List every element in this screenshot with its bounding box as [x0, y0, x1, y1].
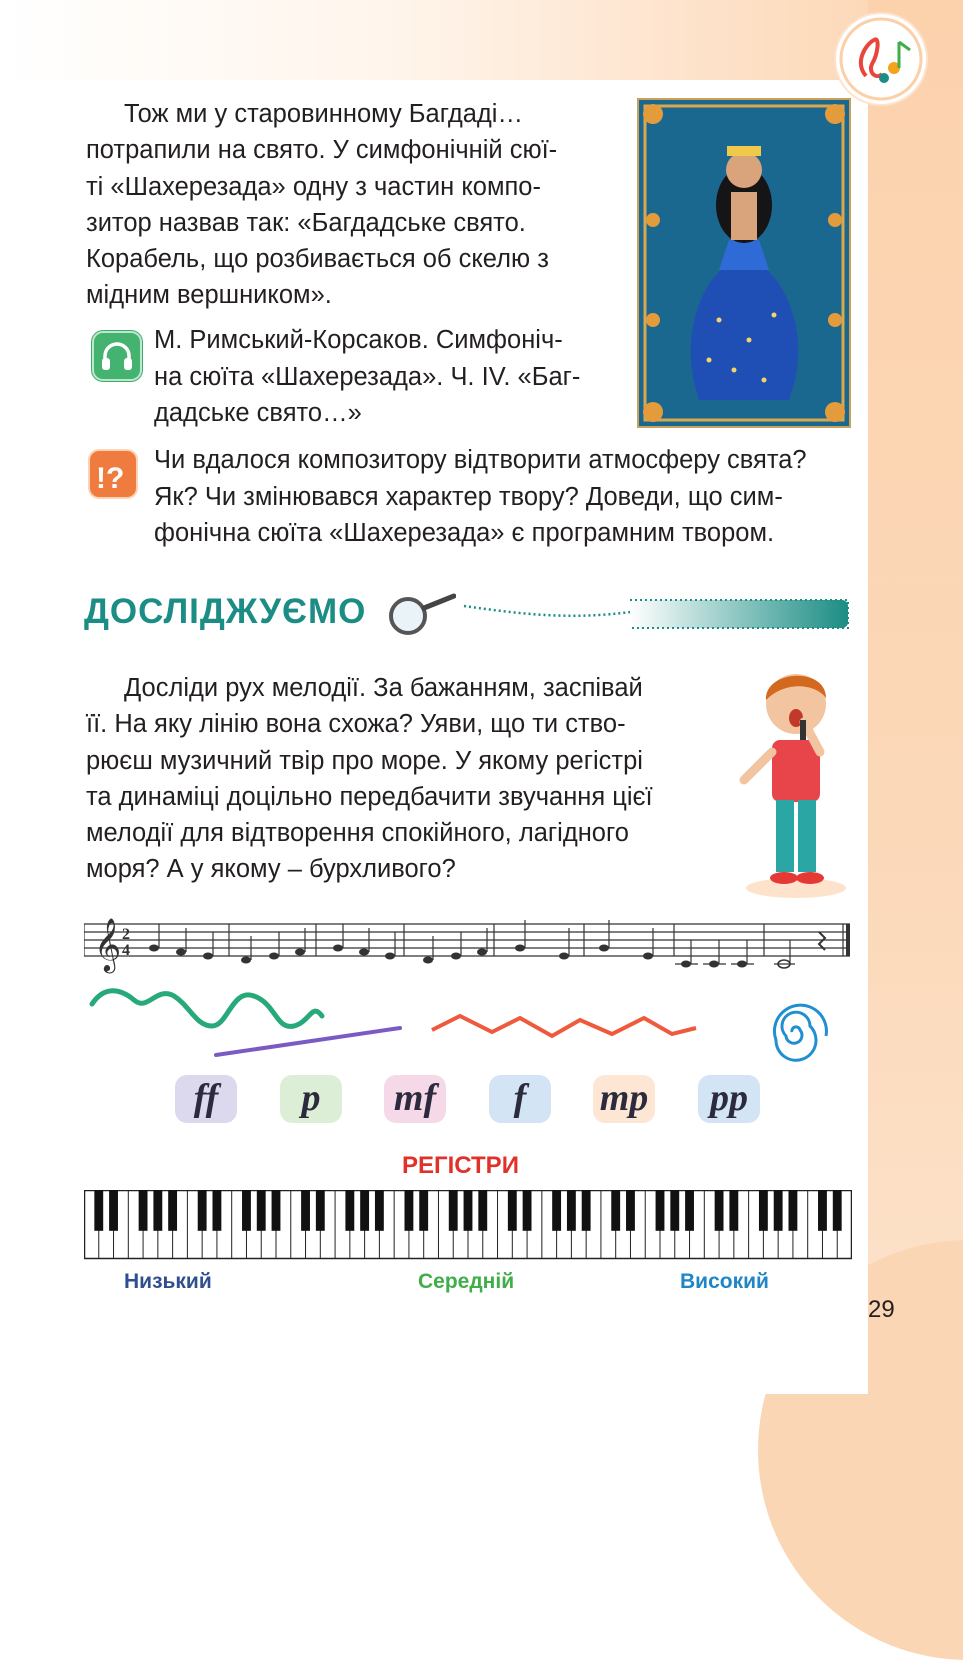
- black-key: [257, 1190, 266, 1231]
- black-key: [523, 1190, 532, 1231]
- dynamic-pp: pp: [698, 1075, 760, 1123]
- right-margin-band: [868, 0, 963, 1394]
- black-key: [552, 1190, 561, 1231]
- text-line: потрапили на свято. У симфонічній сюї-: [86, 136, 558, 165]
- black-key: [759, 1190, 768, 1231]
- text-line: мідним вершником».: [86, 281, 332, 310]
- black-key: [94, 1190, 103, 1231]
- text-line: її. На яку лінію вона схожа? Уяви, що ти ство-: [86, 710, 626, 739]
- music-staff: [84, 910, 854, 976]
- black-key: [611, 1190, 620, 1231]
- heading-decor-line: [460, 594, 852, 634]
- black-key: [478, 1190, 487, 1231]
- zigzag-line: [432, 1016, 696, 1036]
- text-line: рюєш музичний твір про море. У якому регістрі: [86, 746, 643, 775]
- text-line: Корабель, що розбивається об скелю з: [86, 245, 549, 274]
- spiral-line: [774, 1005, 826, 1060]
- treble-clef-icon: 𝄞: [94, 917, 122, 971]
- text-line: М. Римський-Корсаков. Симфоніч-: [154, 326, 563, 354]
- black-key: [582, 1190, 591, 1231]
- black-key: [212, 1190, 221, 1231]
- black-key: [419, 1190, 428, 1231]
- black-key: [375, 1190, 384, 1231]
- black-key: [774, 1190, 783, 1231]
- svg-text:!?: !?: [96, 462, 125, 495]
- piano-keyboard: [84, 1190, 852, 1260]
- text-line: фонічна сюїта «Шахерезада» є програмним твором.: [154, 519, 775, 547]
- black-key: [449, 1190, 458, 1231]
- magnifying-glass-icon: [386, 592, 456, 640]
- black-key: [464, 1190, 473, 1231]
- text-line: Чи вдалося композитору відтворити атмосферу свята?: [154, 446, 807, 474]
- registers-title: РЕГІСТРИ: [402, 1152, 519, 1179]
- black-key: [626, 1190, 635, 1231]
- text-line: мелодії для відтворення спокійного, лагідного: [86, 819, 629, 848]
- black-key: [345, 1190, 354, 1231]
- register-high-label: Високий: [680, 1270, 769, 1293]
- text-line: та динаміці доцільно передбачити звучання цієї: [86, 782, 653, 811]
- headphones-icon: [91, 330, 143, 382]
- black-key: [198, 1190, 207, 1231]
- text-line: зитор назвав так: «Багдадське свято.: [86, 208, 526, 237]
- black-key: [109, 1190, 118, 1231]
- black-key: [818, 1190, 827, 1231]
- dynamic-p: p: [280, 1075, 342, 1123]
- dynamic-ff: ff: [175, 1075, 237, 1123]
- black-key: [404, 1190, 413, 1231]
- register-middle-label: Середній: [418, 1270, 515, 1293]
- black-key: [729, 1190, 738, 1231]
- text-line: моря? А у якому – бурхливого?: [86, 855, 456, 884]
- page-number: 29: [868, 1296, 895, 1323]
- text-line: дадське свято…»: [154, 399, 362, 427]
- text-line: ті «Шахерезада» одну з частин компо-: [86, 172, 541, 201]
- black-key: [139, 1190, 148, 1231]
- dynamic-f: f: [489, 1075, 551, 1123]
- black-key: [272, 1190, 281, 1231]
- black-key: [301, 1190, 310, 1231]
- music-logo-icon: [836, 14, 926, 104]
- text-line: Тож ми у старовинному Багдаді…: [124, 100, 523, 128]
- section-heading: ДОСЛІДЖУЄМО: [84, 592, 367, 631]
- black-key: [656, 1190, 665, 1231]
- black-key: [833, 1190, 842, 1231]
- black-key: [788, 1190, 797, 1231]
- wavy-line: [92, 991, 322, 1027]
- text-line: Як? Чи змінювався характер твору? Доведи, що сим-: [154, 482, 783, 511]
- top-gradient-band: [0, 0, 963, 80]
- black-key: [168, 1190, 177, 1231]
- register-low-label: Низький: [124, 1270, 212, 1293]
- black-key: [670, 1190, 679, 1231]
- text-line: Досліди рух мелодії. За бажанням, заспівай: [124, 674, 643, 702]
- scheherazade-illustration: [637, 98, 851, 428]
- dynamic-mp: mp: [593, 1075, 655, 1123]
- singing-boy-illustration: [736, 660, 856, 900]
- black-key: [153, 1190, 162, 1231]
- black-key: [316, 1190, 325, 1231]
- listening-note: [154, 322, 614, 432]
- task-paragraph: [86, 670, 709, 888]
- straight-rising-line: [216, 1028, 400, 1055]
- time-signature-bottom: 4: [122, 942, 130, 959]
- question-exclamation-icon: [87, 448, 139, 500]
- dynamic-mf: mf: [384, 1075, 446, 1123]
- black-key: [242, 1190, 251, 1231]
- time-signature-top: 2: [122, 926, 130, 943]
- black-key: [685, 1190, 694, 1231]
- black-key: [567, 1190, 576, 1231]
- intro-paragraph: [86, 96, 614, 314]
- black-key: [360, 1190, 369, 1231]
- black-key: [715, 1190, 724, 1231]
- question-note: [154, 442, 850, 552]
- black-key: [508, 1190, 517, 1231]
- melody-line-shapes: [84, 982, 854, 1064]
- text-line: на сюїта «Шахерезада». Ч. IV. «Баг-: [154, 362, 581, 391]
